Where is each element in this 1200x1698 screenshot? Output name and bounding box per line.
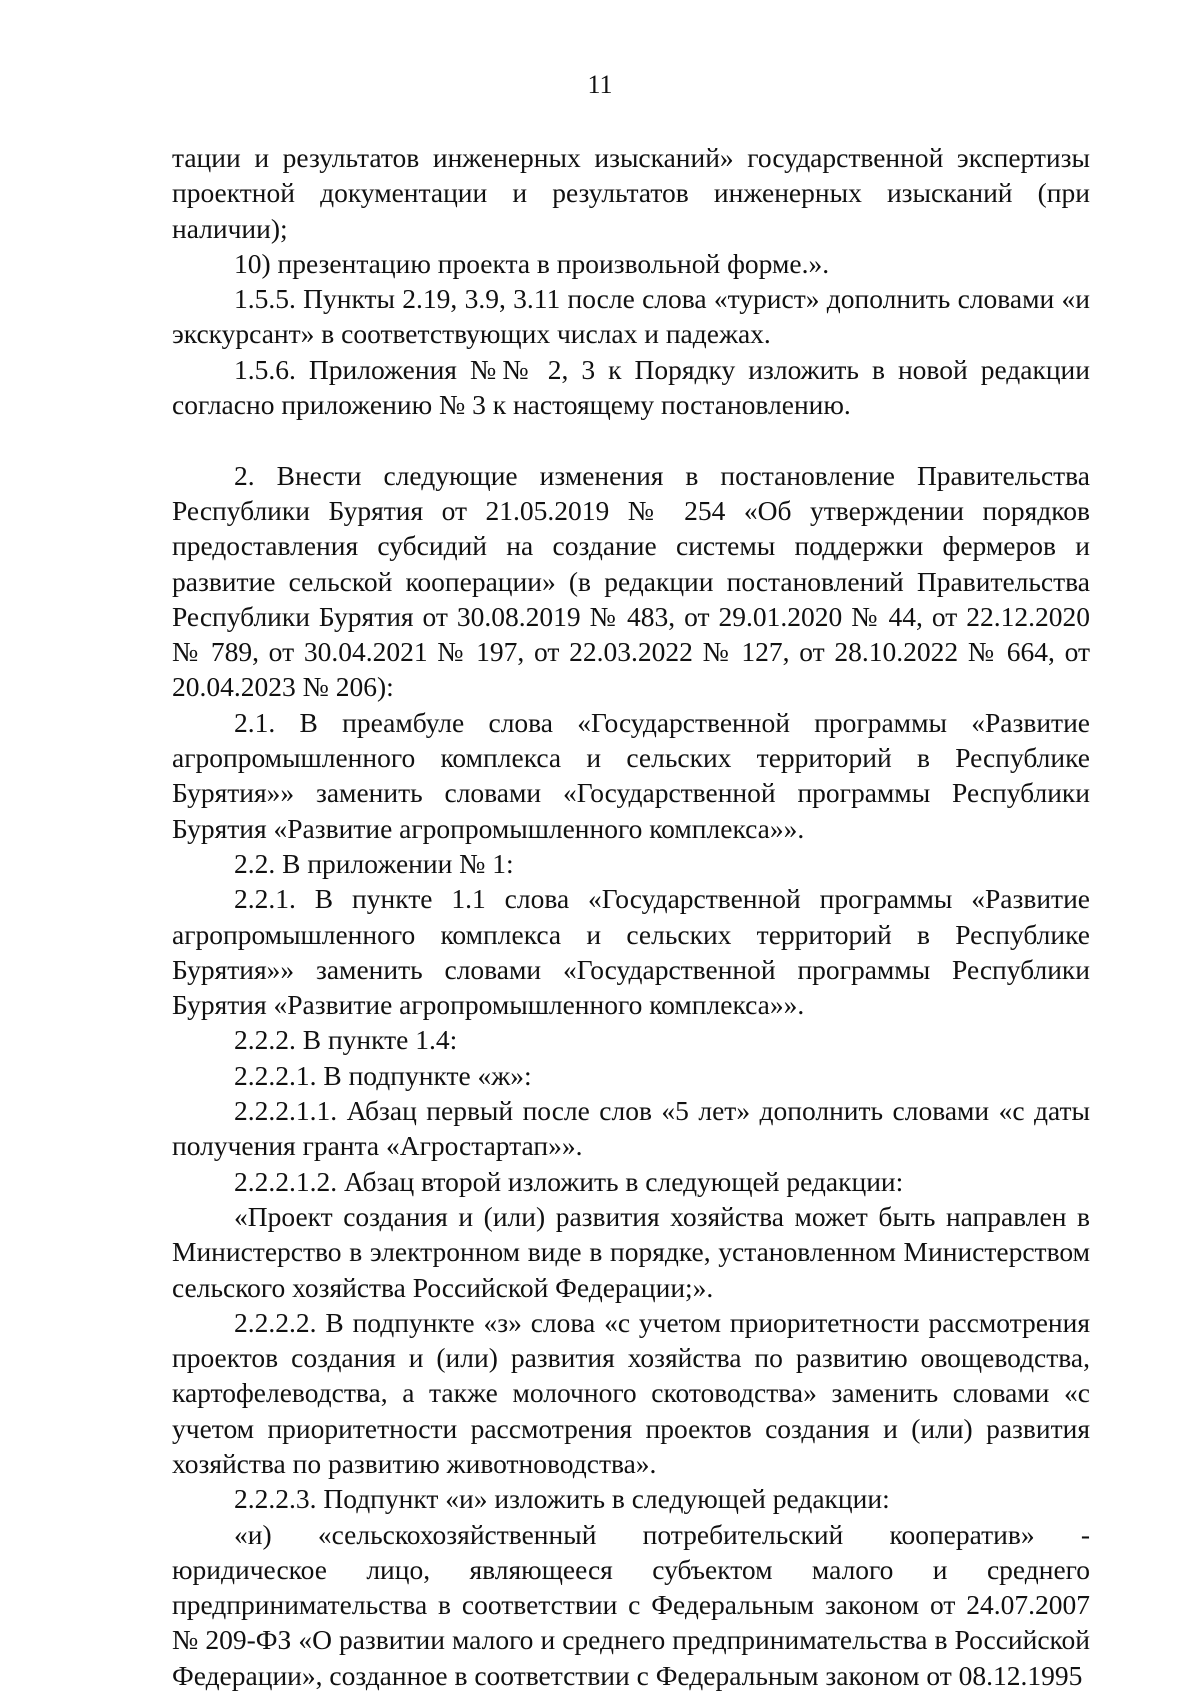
- paragraph-2-2-1: 2.2.1. В пункте 1.1 слова «Государственной программы «Развитие агропромышленного комплекса и сельских территорий в Республике Бурятия»» заменить словами «Государственной программы Республики Бурятия «Развитие агропромышленного комплекса»».: [172, 883, 1090, 1021]
- paragraph-continuation: тации и результатов инженерных изысканий» государственной экспертизы проектной документации и результатов инженерных изысканий (при наличии);: [172, 142, 1090, 244]
- paragraph-2-2: 2.2. В приложении № 1:: [234, 847, 514, 879]
- paragraph-1-5-5: 1.5.5. Пункты 2.19, 3.9, 3.11 после слова «турист» дополнить словами «и экскурсант» в соответствующих числах и падежах.: [172, 283, 1090, 350]
- paragraph-2-1: 2.1. В преамбуле слова «Государственной программы «Развитие агропромышленного комплекса и сельских территорий в Республике Бурятия»» заменить словами «Государственной программы Республики Бурятия «Развитие агропромышленного комплекса»».: [172, 706, 1090, 844]
- paragraph-item-10: 10) презентацию проекта в произвольной форме.».: [234, 247, 830, 279]
- paragraph-2-2-2-3: 2.2.2.3. Подпункт «и» изложить в следующей редакции:: [234, 1483, 890, 1515]
- paragraph-2-2-2-1-2: 2.2.2.1.2. Абзац второй изложить в следующей редакции:: [234, 1165, 904, 1197]
- paragraph-quoted-project: «Проект создания и (или) развития хозяйства может быть направлен в Министерство в электронном виде в порядке, установленном Министерством сельского хозяйства Российской Федерации;».: [172, 1200, 1090, 1303]
- paragraph-2-2-2: 2.2.2. В пункте 1.4:: [234, 1024, 458, 1056]
- paragraph-quoted-cooperative: «и) «сельскохозяйственный потребительский кооператив» - юридическое лицо, являющееся субъектом малого и среднего предпринимательства в соответствии с Федеральным законом от 24.07.2007 № 209-ФЗ «О развитии малого и среднего предпринимательства в Российской Федерации», созданное в соответствии с Федеральным законом от 08.12.1995: [172, 1518, 1090, 1691]
- paragraph-2-2-2-2: 2.2.2.2. В подпункте «з» слова «с учетом приоритетности рассмотрения проектов создания и (или) развития хозяйства по развитию овощеводства, картофелеводства, а также молочного скотоводства» заменить словами «с учетом приоритетности рассмотрения проектов создания и (или) развития хозяйства по развитию животноводства».: [172, 1306, 1090, 1479]
- paragraph-2-2-2-1-1: 2.2.2.1.1. Абзац первый после слов «5 лет» дополнить словами «с даты получения гранта «Агростартап»».: [172, 1095, 1090, 1162]
- paragraph-2-2-2-1: 2.2.2.1. В подпункте «ж»:: [234, 1059, 532, 1091]
- paragraph-1-5-6: 1.5.6. Приложения №№ 2, 3 к Порядку изложить в новой редакции согласно приложению № 3 к настоящему постановлению.: [172, 353, 1090, 421]
- paragraph-2: 2. Внести следующие изменения в постановление Правительства Республики Бурятия от 21.05.2019 № 254 «Об утверждении порядков предоставления субсидий на создание системы поддержки фермеров и развитие сельской кооперации» (в редакции постановлений Правительства Республики Бурятия от 30.08.2019 № 483, от 29.01.2020 № 44, от 22.12.2020 № 789, от 30.04.2021 № 197, от 22.03.2022 № 127, от 28.10.2022 № 664, от 20.04.2023 № 206):: [172, 459, 1090, 703]
- page-number: 11: [587, 70, 613, 99]
- document-body: [172, 140, 1090, 1693]
